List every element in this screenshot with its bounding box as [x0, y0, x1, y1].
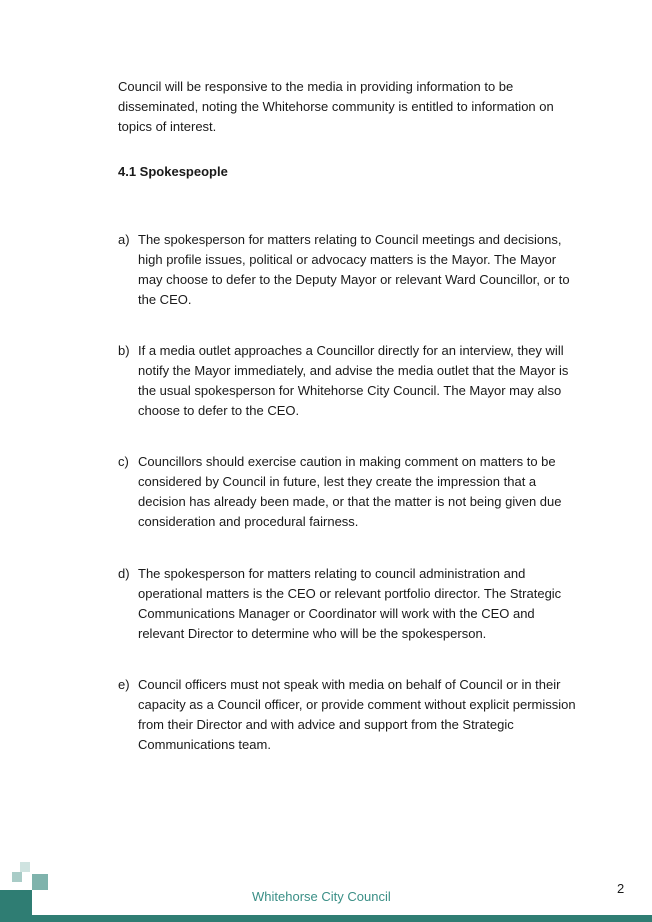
- list-item-marker: c): [118, 454, 129, 469]
- list-item-marker: a): [118, 232, 130, 247]
- list-item-marker: b): [118, 343, 130, 358]
- intro-paragraph: Council will be responsive to the media in providing information to be disseminated, noting the Whitehorse community is entitled to information on topics of interest.: [118, 79, 554, 134]
- list-item-marker: d): [118, 566, 130, 581]
- logo-square-mid: [32, 874, 48, 890]
- list-item-text: If a media outlet approaches a Councillor directly for an interview, they will notify the Mayor immediately, and advise the media outlet that the Mayor is the usual spokesperson for Whitehorse City Council. The Mayor may also choose to defer to the CEO.: [138, 343, 569, 418]
- list-item: [118, 230, 578, 310]
- logo-square-soft: [12, 872, 22, 882]
- page-number: 2: [617, 881, 625, 896]
- footer-bar: [0, 915, 652, 922]
- list-item-text: The spokesperson for matters relating to council administration and operational matters is the CEO or relevant portfolio director. The Strategic Communications Manager or Coordinator will work with the CEO and relevant Director to determine who will be the spokesperson.: [138, 566, 562, 641]
- list-item: [118, 341, 578, 421]
- footer-organisation-name: Whitehorse City Council: [252, 889, 391, 904]
- list-item-text: The spokesperson for matters relating to Council meetings and decisions, high profile issues, political or advocacy matters is the Mayor. The Mayor may choose to defer to the Deputy Mayor or relevant Ward Councillor, or to the CEO.: [138, 232, 570, 307]
- section-heading: 4.1 Spokespeople: [118, 164, 228, 179]
- logo-square-light: [20, 862, 30, 872]
- list-item: [118, 564, 578, 644]
- list-item-marker: e): [118, 677, 130, 692]
- list-item: [118, 675, 578, 755]
- list-item-text: Council officers must not speak with media on behalf of Council or in their capacity as a Council officer, or provide comment without explicit permission from their Director and with advice and support from the Strategic Communications team.: [138, 677, 576, 752]
- list-item: [118, 452, 578, 532]
- council-logo: [0, 860, 52, 922]
- list-item-text: Councillors should exercise caution in making comment on matters to be considered by Council in future, lest they create the impression that a decision has already been made, or that the matter is not being given due consideration and procedural fairness.: [138, 454, 562, 529]
